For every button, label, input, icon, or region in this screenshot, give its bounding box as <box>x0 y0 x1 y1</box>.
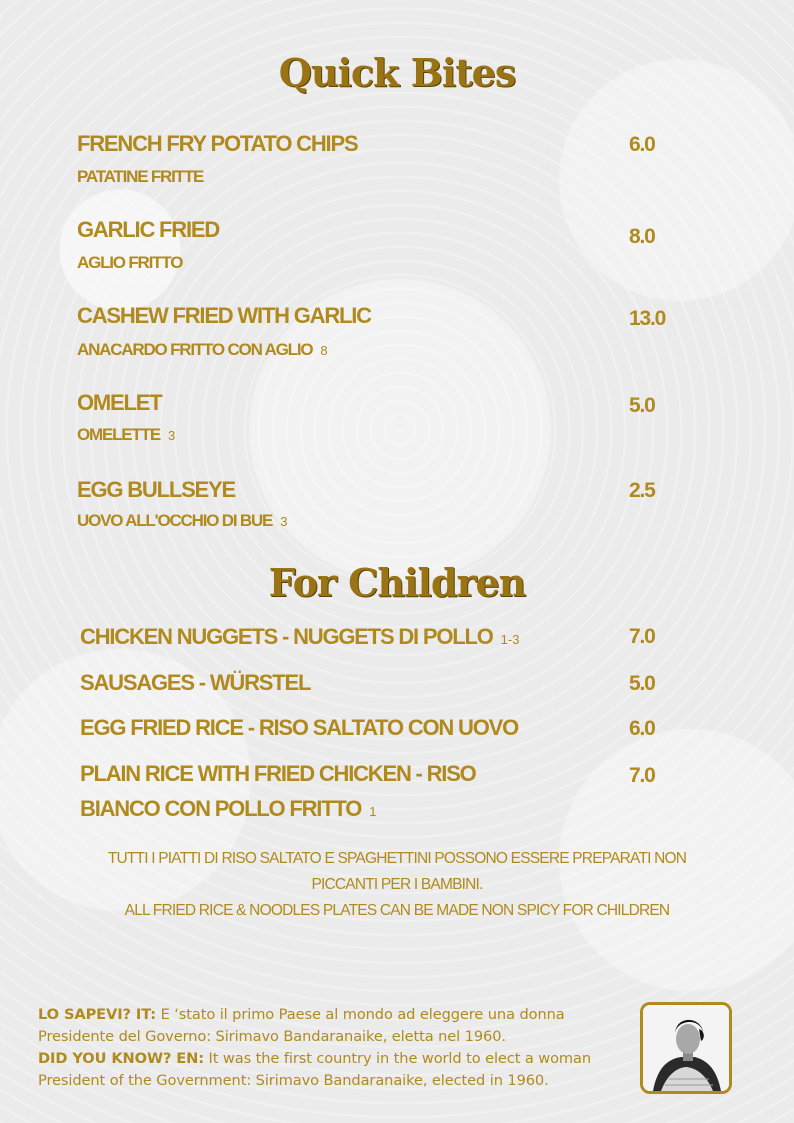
children-spice-notice <box>60 846 734 924</box>
fact-label-en: DID YOU KNOW? EN: <box>38 1050 205 1067</box>
portrait-photo-icon <box>640 1002 732 1094</box>
menu-item-name: OMELET <box>77 390 162 415</box>
menu-item-name: FRENCH FRY POTATO CHIPS <box>77 131 358 156</box>
allergen-note: 8 <box>320 343 328 358</box>
menu-item-price: 13.0 <box>629 307 666 330</box>
menu-item-subtitle: ANACARDO FRITTO CON AGLIO 8 <box>77 340 328 359</box>
menu-item-price: 2.5 <box>629 479 655 502</box>
menu-item-name: EGG BULLSEYE <box>77 477 235 502</box>
menu-item-name: GARLIC FRIED <box>77 217 220 242</box>
fact-line: President of the Government: Sirimavo Bandaranaike, elected in 1960. <box>38 1072 549 1089</box>
child-item-name: SAUSAGES - WÜRSTEL <box>80 670 311 695</box>
fact-label-it: LO SAPEVI? IT: <box>38 1006 157 1023</box>
allergen-note: 3 <box>280 514 288 529</box>
child-item-price: 5.0 <box>629 672 655 695</box>
quick-bites-title: Quick Bites <box>278 50 516 95</box>
did-you-know-box <box>38 1004 628 1092</box>
child-item-price: 6.0 <box>629 717 655 740</box>
menu-item-price: 5.0 <box>629 394 655 417</box>
menu-item-subtitle: OMELETTE 3 <box>77 425 176 444</box>
notice-line: PICCANTI PER I BAMBINI. <box>311 876 483 893</box>
allergen-note: 1 <box>369 804 377 819</box>
notice-line: TUTTI I PIATTI DI RISO SALTATO E SPAGHETTINI POSSONO ESSERE PREPARATI NON <box>107 850 687 867</box>
fact-line: DID YOU KNOW? EN: It was the first country in the world to elect a woman <box>38 1050 592 1067</box>
allergen-note: 1-3 <box>500 632 520 647</box>
child-item-price: 7.0 <box>629 764 655 787</box>
for-children-title: For Children <box>268 560 526 605</box>
menu-item-subtitle: AGLIO FRITTO <box>77 253 183 272</box>
child-item-name: EGG FRIED RICE - RISO SALTATO CON UOVO <box>80 715 519 740</box>
menu-item-subtitle: UOVO ALL'OCCHIO DI BUE 3 <box>77 511 288 530</box>
menu-item-price: 6.0 <box>629 133 655 156</box>
child-item-name-continued: BIANCO CON POLLO FRITTO 1 <box>80 796 377 821</box>
notice-line: ALL FRIED RICE & NOODLES PLATES CAN BE MADE NON SPICY FOR CHILDREN <box>124 902 670 919</box>
menu-item-subtitle: PATATINE FRITTE <box>77 167 204 186</box>
child-item-name: PLAIN RICE WITH FRIED CHICKEN - RISO <box>80 761 476 786</box>
fact-line: LO SAPEVI? IT: E ‘stato il primo Paese al mondo ad eleggere una donna <box>38 1006 565 1023</box>
child-item-name: CHICKEN NUGGETS - NUGGETS DI POLLO 1-3 <box>80 624 520 649</box>
fact-line: Presidente del Governo: Sirimavo Bandaranaike, eletta nel 1960. <box>38 1028 506 1045</box>
menu-item-price: 8.0 <box>629 225 655 248</box>
allergen-note: 3 <box>167 428 176 443</box>
child-item-price: 7.0 <box>629 625 655 648</box>
menu-item-name: CASHEW FRIED WITH GARLIC <box>77 303 371 328</box>
